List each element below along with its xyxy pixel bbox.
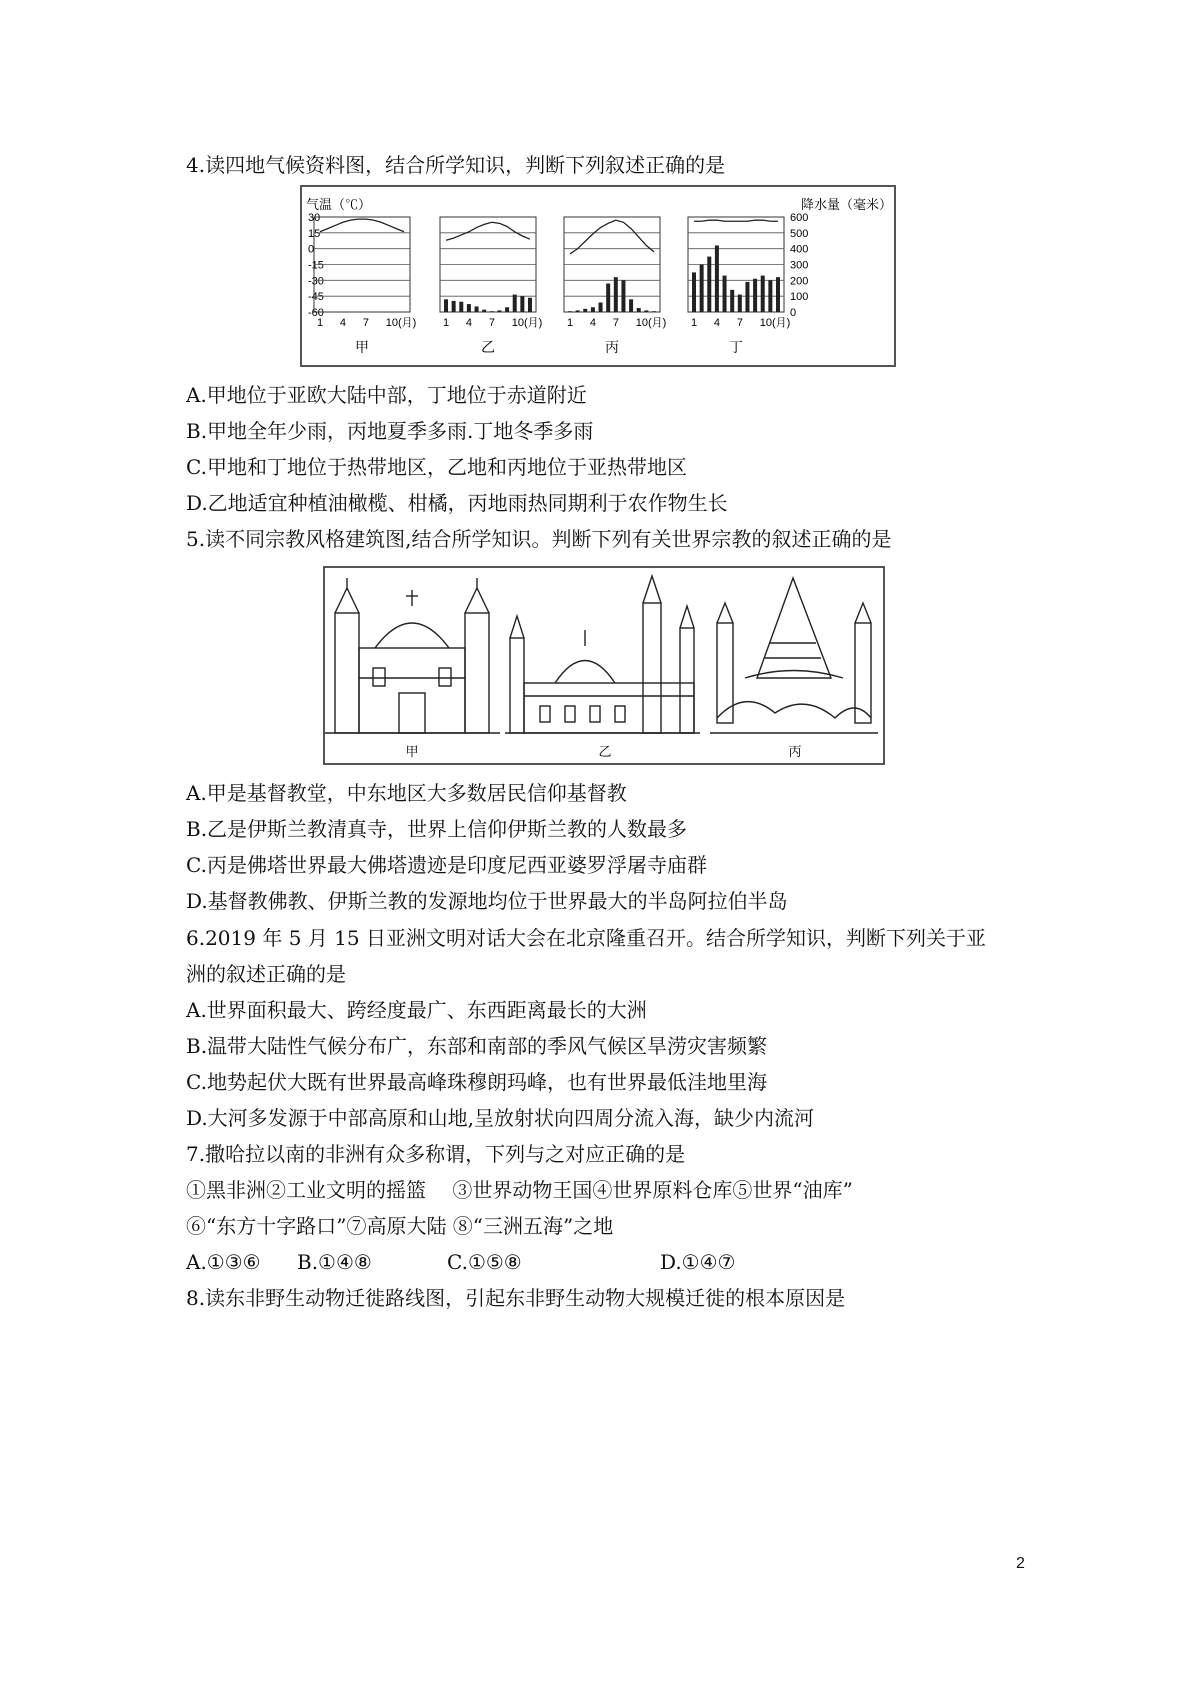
- q4-option-b: B.甲地全年少雨，丙地夏季多雨.丁地冬季多雨: [186, 419, 594, 443]
- month-tick-label: 4: [713, 317, 721, 329]
- q6-option-a: A.世界面积最大、跨经度最广、东西距离最长的大洲: [186, 998, 647, 1022]
- month-tick-label: 10(月): [635, 317, 667, 329]
- temp-tick-label: -15: [308, 259, 324, 272]
- precip-tick-label: 200: [790, 275, 809, 288]
- building-label-jia: 甲: [405, 744, 419, 759]
- month-tick-label: 1: [443, 317, 450, 329]
- precip-bar: [568, 311, 572, 312]
- precip-bar: [621, 280, 625, 312]
- precip-bar: [452, 301, 456, 312]
- q8-stem: 8.读东非野生动物迁徙路线图，引起东非野生动物大规模迁徙的根本原因是: [186, 1286, 846, 1310]
- q5-option-d: D.基督教佛教、伊斯兰教的发源地均位于世界最大的半岛阿拉伯半岛: [186, 889, 788, 913]
- precip-bar: [614, 277, 618, 312]
- month-tick-label: 10(月): [385, 317, 417, 329]
- q6-stem-line2: 洲的叙述正确的是: [186, 962, 346, 986]
- precip-bar: [497, 310, 501, 312]
- stupa-illustration: [710, 578, 878, 733]
- building-label-bing: 丙: [788, 744, 802, 759]
- precip-bar: [482, 310, 486, 312]
- month-tick-label: 7: [488, 317, 495, 329]
- precip-bar: [700, 265, 704, 313]
- precip-bar: [520, 296, 524, 312]
- precip-bar: [513, 295, 517, 312]
- precip-bar: [591, 307, 595, 312]
- page-number: 2: [1016, 1555, 1025, 1572]
- q6-option-b: B.温带大陆性气候分布广，东部和南部的季风气候区旱涝灾害频繁: [186, 1034, 768, 1058]
- month-tick-label: 10(月): [759, 317, 791, 329]
- q4-option-d: D.乙地适宜种植油橄榄、柑橘，丙地雨热同期利于农作物生长: [186, 491, 728, 515]
- precip-bar: [606, 284, 610, 313]
- precip-bar: [490, 311, 494, 312]
- panel-name: 丁: [729, 339, 743, 355]
- temp-tick-label: -45: [308, 291, 324, 304]
- precip-bar: [444, 299, 448, 312]
- month-tick-label: 4: [465, 317, 473, 329]
- temp-tick-label: 30: [308, 212, 321, 224]
- precip-bar: [599, 303, 603, 313]
- month-tick-label: 4: [589, 317, 597, 329]
- precip-bar: [738, 295, 742, 312]
- month-tick-label: 4: [339, 317, 347, 329]
- precip-bar: [576, 310, 580, 312]
- church-illustration: [325, 578, 500, 733]
- precip-tick-label: 600: [790, 212, 809, 224]
- q4-stem: 4.读四地气候资料图，结合所学知识，判断下列叙述正确的是: [186, 153, 726, 177]
- precip-bar: [723, 276, 727, 312]
- precip-bar: [745, 282, 749, 312]
- precip-bar: [637, 308, 641, 312]
- precip-tick-label: 100: [790, 291, 809, 304]
- month-tick-label: 1: [691, 317, 698, 329]
- building-label-yi: 乙: [598, 744, 612, 759]
- precip-bar: [652, 311, 656, 312]
- precip-tick-label: 300: [790, 259, 809, 272]
- precip-bar: [776, 277, 780, 312]
- climate-chart-figure: [300, 185, 896, 367]
- q5-option-b: B.乙是伊斯兰教清真寺，世界上信仰伊斯兰教的人数最多: [186, 817, 688, 841]
- temp-tick-label: -30: [308, 275, 324, 288]
- q7-option-d: D.①④⑦: [660, 1250, 736, 1274]
- temperature-curve: [446, 222, 530, 240]
- precip-bar: [583, 309, 587, 312]
- precip-bar: [629, 299, 633, 312]
- precip-bar: [707, 257, 711, 312]
- precip-bar: [730, 290, 734, 312]
- precip-bar: [692, 272, 696, 312]
- precip-bar: [768, 280, 772, 312]
- panel-name: 甲: [355, 339, 369, 355]
- precip-bar: [467, 304, 471, 312]
- q6-option-d: D.大河多发源于中部高原和山地,呈放射状向四周分流入海，缺少内流河: [186, 1106, 815, 1130]
- q5-stem: 5.读不同宗教风格建筑图,结合所学知识。判断下列有关世界宗教的叙述正确的是: [186, 527, 892, 551]
- left-axis-label: 气温（℃）: [306, 197, 372, 212]
- q5-option-a: A.甲是基督教堂，中东地区大多数居民信仰基督教: [186, 781, 627, 805]
- temp-tick-label: 0: [308, 243, 315, 256]
- panel-name: 丙: [605, 339, 619, 355]
- q5-option-c: C.丙是佛塔世界最大佛塔遗迹是印度尼西亚婆罗浮屠寺庙群: [186, 853, 707, 877]
- climate-charts-svg: [302, 187, 894, 365]
- month-tick-label: 1: [567, 317, 574, 329]
- q7-option-b: B.①④⑧: [297, 1250, 372, 1274]
- mosque-illustration: [505, 576, 700, 733]
- q4-option-a: A.甲地位于亚欧大陆中部，丁地位于赤道附近: [186, 383, 587, 407]
- religious-buildings-figure: [323, 566, 885, 765]
- precip-bar: [761, 276, 765, 312]
- panel-name: 乙: [481, 339, 495, 355]
- q7-items-line2: ⑥“东方十字路口”⑦高原大陆 ⑧“三洲五海”之地: [186, 1214, 614, 1238]
- q4-option-c: C.甲地和丁地位于热带地区，乙地和丙地位于亚热带地区: [186, 455, 687, 479]
- right-axis-label: 降水量（毫米）: [800, 197, 892, 212]
- temperature-curve: [320, 219, 404, 232]
- precip-bar: [475, 306, 479, 312]
- q7-option-c: C.①⑤⑧: [447, 1250, 522, 1274]
- religious-buildings-svg: [325, 568, 883, 763]
- precip-tick-label: 0: [790, 307, 797, 319]
- precip-bar: [459, 302, 463, 312]
- q6-stem-line1: 6.2019 年 5 月 15 日亚洲文明对话大会在北京隆重召开。结合所学知识，判断下列关于亚: [186, 926, 986, 950]
- precip-bar: [753, 279, 757, 312]
- temp-tick-label: 15: [308, 227, 321, 240]
- month-tick-label: 10(月): [511, 317, 543, 329]
- month-tick-label: 7: [362, 317, 369, 329]
- q7-stem: 7.撒哈拉以南的非洲有众多称谓，下列与之对应正确的是: [186, 1142, 686, 1166]
- precip-bar: [528, 298, 532, 312]
- temperature-curve: [694, 220, 778, 221]
- precip-bar: [505, 307, 509, 312]
- temp-tick-label: -60: [308, 307, 324, 319]
- q7-option-a: A.①③⑥: [186, 1250, 261, 1274]
- q6-option-c: C.地势起伏大既有世界最高峰珠穆朗玛峰，也有世界最低洼地里海: [186, 1070, 767, 1094]
- month-tick-label: 7: [612, 317, 619, 329]
- precip-bar: [644, 310, 648, 312]
- month-tick-label: 7: [736, 317, 743, 329]
- precip-tick-label: 400: [790, 243, 809, 256]
- precip-bar: [715, 246, 719, 313]
- precip-tick-label: 500: [790, 227, 809, 240]
- q7-items-line1: ①黑非洲②工业文明的摇篮 ③世界动物王国④世界原料仓库⑤世界“油库”: [186, 1178, 853, 1202]
- month-tick-label: 1: [317, 317, 324, 329]
